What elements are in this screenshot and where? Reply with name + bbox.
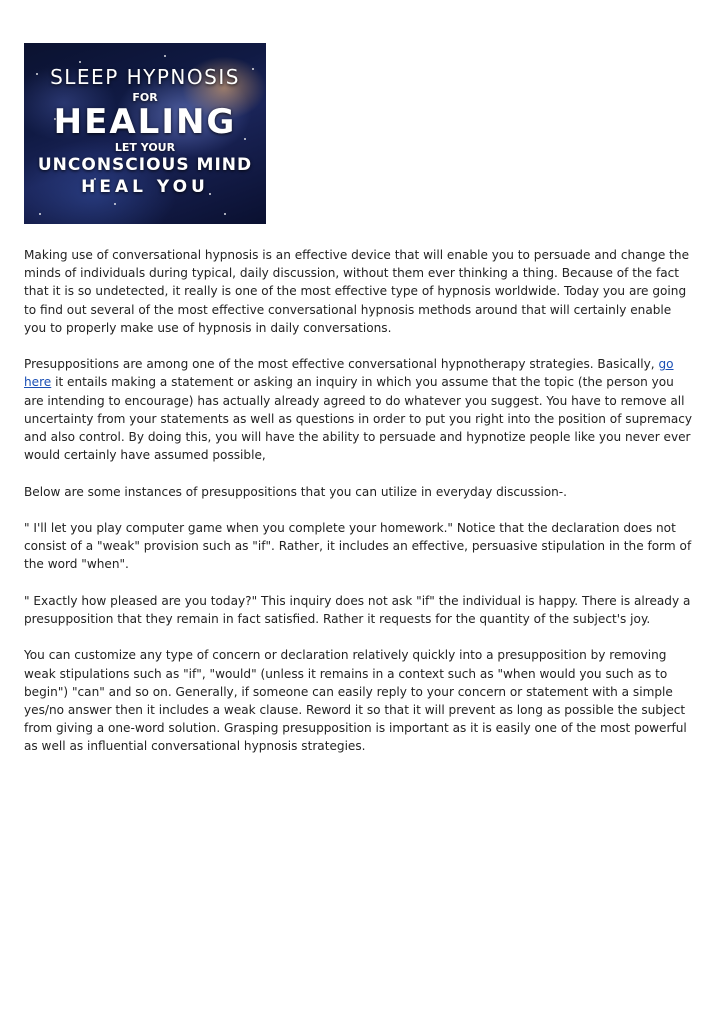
- paragraph-2-start: Presuppositions are among one of the most effective conversational hypnotherapy strategies. Basically,: [24, 357, 659, 372]
- paragraph-2-end: it entails making a statement or asking an inquiry in which you assume that the topic (the person you are intending to encourage) has actually already agreed to do whatever you suggest. You have to remove all uncertainty from your statements as well as questions in order to put you right into the position of supremacy and also control. By doing this, you will have the ability to persuade and hypnotize people like you never ever would certainly have assumed possible,: [24, 375, 693, 463]
- hero-line-5: UNCONSCIOUS MIND: [37, 155, 253, 175]
- hero-line-1: SLEEP HYPNOSIS: [50, 65, 240, 89]
- hero-image: [24, 43, 266, 224]
- paragraph-3: Below are some instances of presuppositions that you can utilize in everyday discussion-.: [24, 484, 567, 499]
- hero-line-3: HEALING: [53, 102, 237, 142]
- hero-line-4: LET YOUR: [114, 141, 176, 154]
- paragraph-1: Making use of conversational hypnosis is an effective device that will enable you to persuade and change the minds of individuals during typical, daily discussion, without them ever thinking a thing. Because of the fact that it is so undetected, it really is one of the most effective type of hypnosis worldwide. Today you are going to find out several of the most effective conversational hypnosis methods around that will certainly enable you to properly make use of hypnosis in daily conversations.: [24, 248, 690, 335]
- go-here-link[interactable]: go here: [24, 357, 674, 390]
- paragraph-6: You can customize any type of concern or declaration relatively quickly into a presupposition by removing weak stipulations such as "if", "would" (unless it remains in a context such as "when would you such as to begin") "can" and so on. Generally, if someone can easily reply to your concern or statement with a simple yes/no answer then it includes a weak clause. Reword it so that it will prevent as long as possible the subject from giving a one-word solution. Grasping presupposition is important as it is easily one of the most powerful as well as influential conversational hypnosis strategies.: [24, 648, 687, 754]
- hero-line-2: FOR: [132, 91, 158, 104]
- paragraph-4: " I'll let you play computer game when you complete your homework." Notice that the declaration does not consist of a "weak" provision such as "if". Rather, it includes an effective, persuasive stipulation in the form of the word "when".: [24, 521, 692, 572]
- hero-image-caption: [24, 43, 266, 224]
- hero-line-6: HEAL YOU: [81, 177, 209, 197]
- paragraph-2: [24, 355, 696, 464]
- paragraph-5: " Exactly how pleased are you today?" This inquiry does not ask "if" the individual is happy. There is already a presupposition that they remain in fact satisfied. Rather it requests for the quantity of the subject's joy.: [24, 593, 691, 626]
- article-body: [24, 246, 696, 774]
